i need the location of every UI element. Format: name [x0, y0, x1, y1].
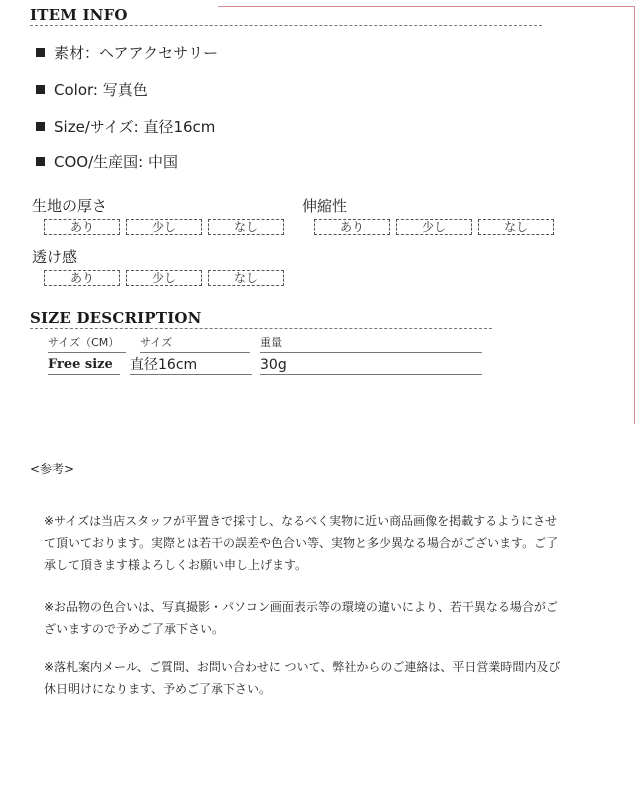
- reference-title: <参考>: [30, 462, 75, 476]
- square-bullet-icon: [36, 48, 45, 57]
- size-row-weight: 30g: [260, 356, 482, 375]
- reference-note-2: ※お品物の色合いは、写真撮影・パソコン画面表示等の環境の違いにより、若干異なる場合がございますので予めご了承下さい。: [44, 600, 558, 636]
- item-info-title: ITEM INFO: [30, 6, 128, 24]
- size-header-weight: 重量: [260, 334, 482, 353]
- item-info-divider: [30, 25, 542, 26]
- attr-thickness-options: [44, 219, 284, 235]
- square-bullet-icon: [36, 85, 45, 94]
- spec-color: [36, 79, 148, 100]
- option-nashi: なし: [208, 219, 284, 235]
- attr-sheer-options: [44, 270, 284, 286]
- option-sukoshi: 少し: [126, 219, 202, 235]
- attr-thickness-label: 生地の厚さ: [32, 197, 108, 215]
- size-header-size: サイズ: [140, 334, 250, 353]
- option-sukoshi: 少し: [126, 270, 202, 286]
- square-bullet-icon: [36, 122, 45, 131]
- decorative-frame-top-line: [218, 6, 634, 7]
- attr-stretch-label: 伸縮性: [302, 197, 348, 215]
- reference-note-1: ※サイズは当店スタッフが平置きで採寸し、なるべく実物に近い商品画像を掲載するようにさせて頂いております。実際とは若干の誤差や色合い等、実物と多少異なる場合がございます。ご了承して頂きます様よろしくお願い申し上げます。: [44, 514, 559, 572]
- size-row-size: 直径16cm: [130, 356, 252, 375]
- size-description-divider: [30, 328, 492, 329]
- option-nashi: なし: [208, 270, 284, 286]
- square-bullet-icon: [36, 157, 45, 166]
- size-description-title: SIZE DESCRIPTION: [30, 309, 202, 327]
- size-header-cm: サイズ（CM）: [48, 334, 126, 353]
- spec-country: [36, 151, 178, 172]
- size-row-label: Free size: [48, 356, 120, 375]
- reference-note-3: ※落札案内メール、ご質問、お問い合わせに ついて、弊社からのご連絡は、平日営業時間内及び休日明けになります、予めご了承下さい。: [44, 660, 561, 696]
- attr-sheer-label: 透け感: [32, 248, 78, 266]
- option-nashi: なし: [478, 219, 554, 235]
- spec-text: Color: 写真色: [54, 81, 148, 99]
- option-ari: あり: [314, 219, 390, 235]
- spec-text: Size/サイズ: 直径16cm: [54, 118, 216, 136]
- spec-material: [36, 42, 218, 63]
- option-ari: あり: [44, 270, 120, 286]
- option-sukoshi: 少し: [396, 219, 472, 235]
- attr-stretch-options: [314, 219, 554, 235]
- spec-size: [36, 116, 215, 137]
- spec-text: 素材：ヘアアクセサリー: [54, 44, 219, 62]
- spec-text: COO/生産国: 中国: [54, 153, 178, 171]
- decorative-frame-right-line: [634, 6, 635, 424]
- option-ari: あり: [44, 219, 120, 235]
